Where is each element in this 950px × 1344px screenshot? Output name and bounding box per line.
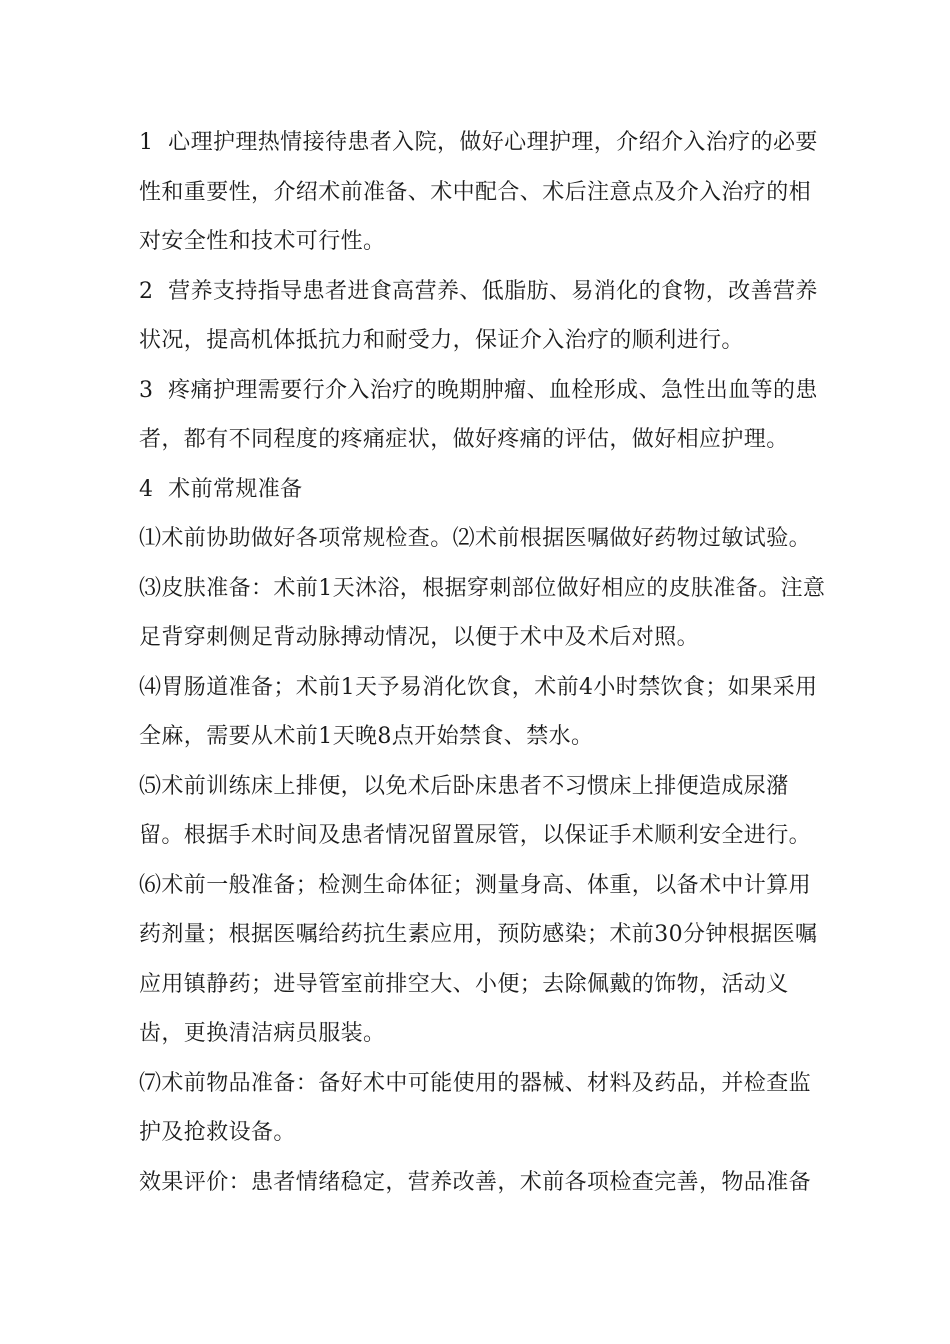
paragraph-item-5-bed-training: ⑸术前训练床上排便，以免术后卧床患者不习惯床上排便造成尿潴留。根据手术时间及患者情况留置尿管，以保证手术顺利安全进行。 [139,773,812,848]
paragraph-item-7-supplies: ⑺术前物品准备：备好术中可能使用的器械、材料及药品，并检查监护及抢救设备。 [139,1070,812,1145]
paragraph-nutrition-support: 2 营养支持指导患者进食高营养、低脂肪、易消化的食物，改善营养状况，提高机体抵抗力和耐受力，保证介入治疗的顺利进行。 [139,278,818,353]
paragraph-item-1-2: ⑴术前协助做好各项常规检查。⑵术前根据医嘱做好药物过敏试验。 [139,526,812,551]
paragraph-psychological-care: 1 心理护理热情接待患者入院，做好心理护理，介绍介入治疗的必要性和重要性，介绍术前准备、术中配合、术后注意点及介入治疗的相对安全性和技术可行性。 [139,130,818,254]
paragraph-item-4-gi: ⑷胃肠道准备；术前1天予易消化饮食，术前4小时禁饮食；如果采用全麻，需要从术前1天晚8点开始禁食、禁水。 [139,674,818,749]
document-body [139,118,829,1207]
paragraph-item-6-general: ⑹术前一般准备；检测生命体征；测量身高、体重，以备术中计算用药剂量；根据医嘱给药抗生素应用，预防感染；术前30分钟根据医嘱应用镇静药；进导管室前排空大、小便；去除佩戴的饰物，活动义齿，更换清洁病员服装。 [139,872,818,1046]
paragraph-pain-care: 3 疼痛护理需要行介入治疗的晚期肿瘤、血栓形成、急性出血等的患者，都有不同程度的疼痛症状，做好疼痛的评估，做好相应护理。 [139,377,818,452]
paragraph-item-3-skin: ⑶皮肤准备：术前1天沐浴，根据穿刺部位做好相应的皮肤准备。注意足背穿刺侧足背动脉搏动情况，以便于术中及术后对照。 [139,575,826,650]
paragraph-evaluation: 效果评价：患者情绪稳定，营养改善，术前各项检查完善，物品准备 [139,1169,812,1195]
paragraph-preop-heading: 4 术前常规准备 [139,476,303,502]
